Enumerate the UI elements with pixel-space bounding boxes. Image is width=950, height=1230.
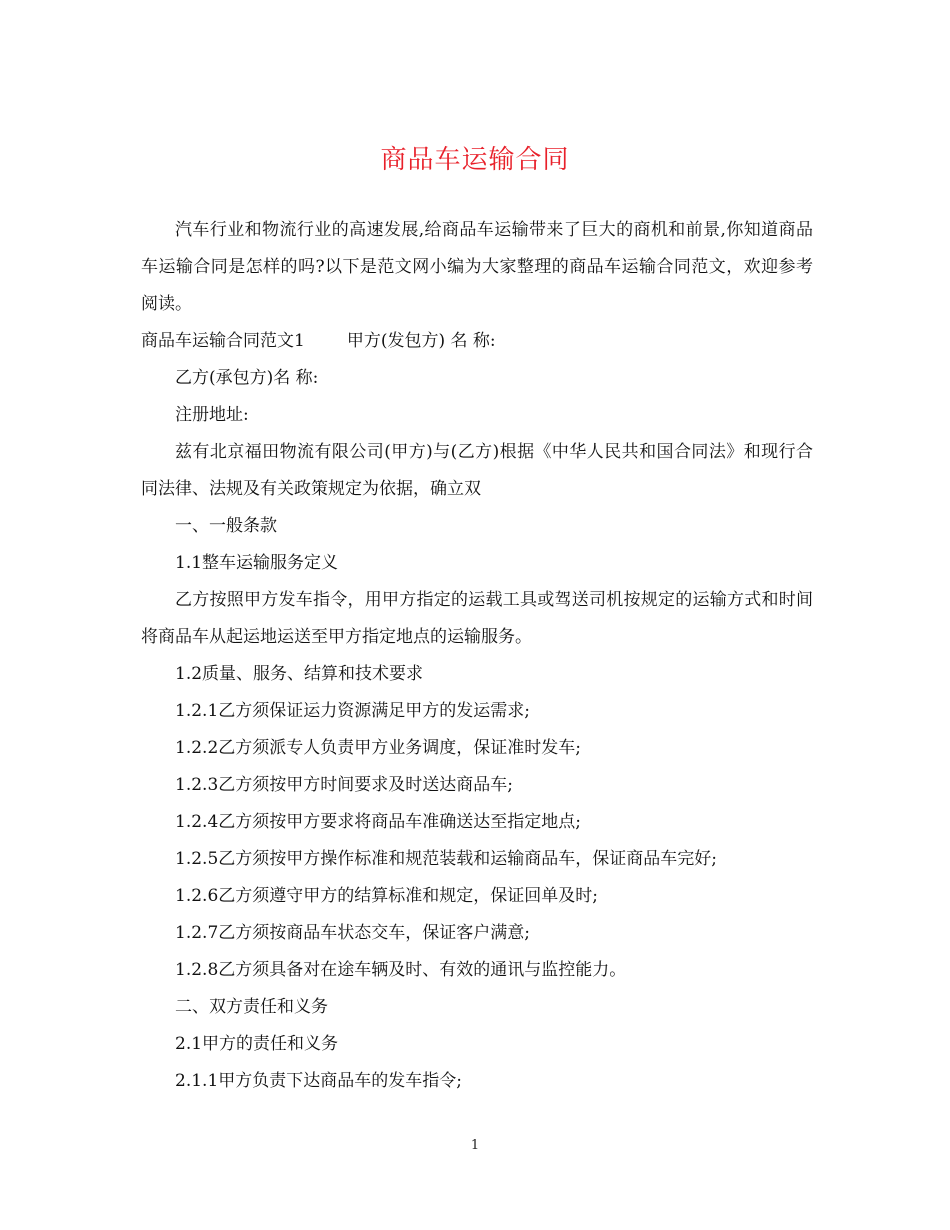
clause-1-2-5: 1.2.5乙方须按甲方操作标准和规范装载和运输商品车，保证商品车完好;: [175, 849, 717, 869]
sample-heading: 商品车运输合同范文1: [141, 331, 305, 351]
document-body: [141, 212, 813, 1100]
party-b-name-label: 乙方(承包方)名 称:: [175, 368, 319, 388]
clause-1-2-7: 1.2.7乙方须按商品车状态交车，保证客户满意;: [175, 923, 530, 943]
contract-basis-paragraph: 兹有北京福田物流有限公司(甲方)与(乙方)根据《中华人民共和国合同法》和现行合同法律、法规及有关政策规定为依据，确立双: [141, 442, 813, 499]
clause-1-2-heading: 1.2质量、服务、结算和技术要求: [175, 664, 424, 684]
clause-1-2-6: 1.2.6乙方须遵守甲方的结算标准和规定，保证回单及时;: [175, 886, 598, 906]
document-title: 商品车运输合同: [380, 145, 570, 175]
section-responsibilities: 二、双方责任和义务: [175, 997, 328, 1017]
clause-1-1-text: 乙方按照甲方发车指令，用甲方指定的运载工具或驾送司机按规定的运输方式和时间将商品车从起运地运送至甲方指定地点的运输服务。: [141, 590, 813, 647]
clause-1-1-heading: 1.1整车运输服务定义: [175, 553, 339, 573]
section-general-terms: 一、一般条款: [175, 516, 277, 536]
registered-address-label: 注册地址:: [175, 405, 249, 425]
sample-heading-line: [141, 323, 813, 360]
party-a-name-label: 甲方(发包方) 名 称:: [346, 331, 496, 351]
clause-2-1-heading: 2.1甲方的责任和义务: [175, 1034, 339, 1054]
clause-1-2-4: 1.2.4乙方须按甲方要求将商品车准确送达至指定地点;: [175, 812, 581, 832]
clause-1-2-8: 1.2.8乙方须具备对在途车辆及时、有效的通讯与监控能力。: [175, 960, 627, 980]
clause-1-2-2: 1.2.2乙方须派专人负责甲方业务调度，保证准时发车;: [175, 738, 581, 758]
page-number: 1: [470, 1138, 480, 1153]
clause-2-1-1: 2.1.1甲方负责下达商品车的发车指令;: [175, 1071, 462, 1091]
clause-1-2-3: 1.2.3乙方须按甲方时间要求及时送达商品车;: [175, 775, 513, 795]
intro-paragraph: 汽车行业和物流行业的高速发展,给商品车运输带来了巨大的商机和前景,你知道商品车运输合同是怎样的吗?以下是范文网小编为大家整理的商品车运输合同范文，欢迎参考阅读。: [141, 220, 813, 314]
clause-1-2-1: 1.2.1乙方须保证运力资源满足甲方的发运需求;: [175, 701, 530, 721]
